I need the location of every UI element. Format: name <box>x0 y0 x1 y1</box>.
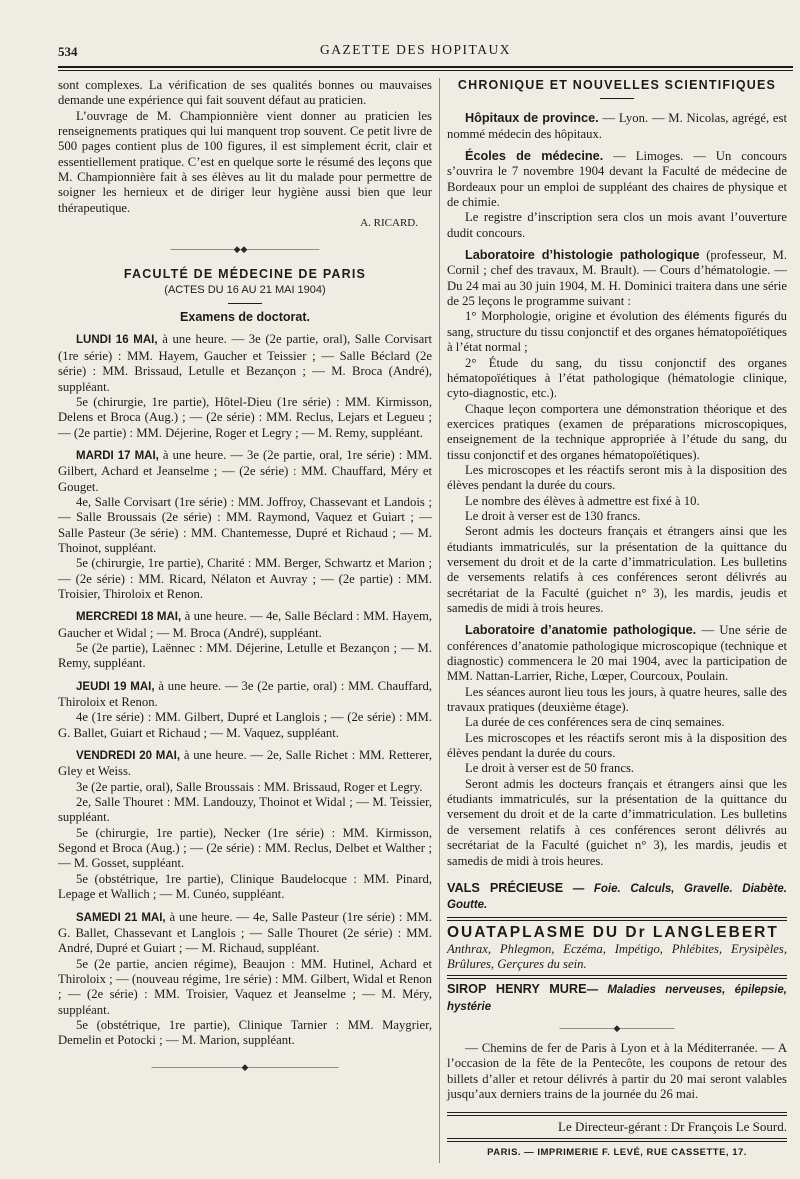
anatomie-item-2: Les séances auront lieu tous les jours, à quatre heures, salle des travaux pratiques (deuxième étage). <box>447 684 787 715</box>
lundi-entry-2: 5e (chirurgie, 1re partie), Hôtel-Dieu (1re série) : MM. Kirmisson, Delens et Broca (Aug.) ; — (2e série) : MM. Reclus, Lejars et Legueu ; — (2e partie) : MM. Déjerine, Roger et Legry ; — M. Remy, suppléant. <box>58 394 432 440</box>
section-rule <box>600 98 634 99</box>
anatomie-item-3: La durée de ces conférences sera de cinq semaines. <box>465 715 725 730</box>
directeur-gerant: Le Directeur-gérant : Dr François Le Sourd. <box>558 1119 787 1135</box>
faculty-title: FACULTÉ DE MÉDECINE DE PARIS <box>123 267 367 282</box>
item-heading: Écoles de médecine. <box>465 149 604 164</box>
day-label: MERCREDI 18 MAI, <box>76 611 182 624</box>
ornament-divider: ——————————◆—————————— <box>151 1061 339 1072</box>
item-heading: Laboratoire d’histologie pathologique <box>465 248 700 263</box>
ad-sirop: SIROP HENRY MURE— Maladies nerveuses, épilepsie, hystérie <box>447 982 788 1013</box>
ornament-divider: ——————◆—————— <box>559 1022 675 1033</box>
ecoles-item: Écoles de médecine. — Limoges. — Un concours s’ouvrira le 7 novembre 1904 devant la Faculté de médecine de Bordeaux pour un emploi de suppléant des chaires de physique et de chimie. <box>447 149 787 210</box>
lundi-entry: LUNDI 16 MAI, à une heure. — 3e (2e partie, oral), Salle Corvisart (1re série) : MM. Hayem, Gaucher et Teissier ; — Salle Béclard (2e série) : MM. Brissaud, Letulle et Bezançon ; — M. Broca (André), suppléant. <box>58 332 433 394</box>
anatomie-item-6: Seront admis les docteurs français et étrangers ainsi que les étudiants immatriculés, sur la présentation de la quittance du versement du droit et de la carte d’immatriculation. Les bulletins de versement relatifs à ces conférences seront délivrés au secrétariat de la Faculté (guichet n° 3), les mardis, jeudis et samedis de midi à trois heures. <box>447 776 787 868</box>
histologie-item-3: 2° Étude du sang, du tissu conjonctif des organes hématopoïétiques à l’état pathologique (hématologie clinique, cyto-diagnostic, etc.). <box>447 355 787 401</box>
page-number: 534 <box>58 44 78 59</box>
faculty-subtitle: (ACTES DU 16 AU 21 MAI 1904) <box>164 283 326 296</box>
item-heading: Hôpitaux de province. <box>465 111 599 126</box>
header-rule-thick <box>58 66 793 68</box>
mercredi-entry: MERCREDI 18 MAI, à une heure. — 4e, Salle Béclard : MM. Hayem, Gaucher et Widal ; — M. Broca (André), suppléant. <box>58 609 432 640</box>
ad-rule <box>447 975 787 979</box>
day-label: MARDI 17 MAI, <box>76 449 159 462</box>
day-label: LUNDI 16 MAI, <box>76 334 158 347</box>
samedi-entry-3: 5e (obstétrique, 1re partie), Clinique Tarnier : MM. Maygrier, Demelin et Potocki ; — M. Marion, suppléant. <box>58 1017 432 1048</box>
journal-title: GAZETTE DES HOPITAUX <box>320 42 511 57</box>
header-rule-thin <box>58 70 793 71</box>
vendredi-entry-3: 2e, Salle Thouret : MM. Landouzy, Thoinot et Widal ; — M. Teissier, suppléant. <box>58 795 432 825</box>
exams-title: Examens de doctorat. <box>180 310 310 325</box>
footer-rule <box>447 1112 787 1116</box>
intro-paragraph-2: L’ouvrage de M. Championnière vient donner au praticien les renseignements pratiques qui lui manquent trop souvent. Ce petit livre de 500 pages contient plus de 100 figures, il est simplement écrit, clair et essentiellement pratique. C’est en quelque sorte le résumé des leçons que M. Championnière fait à ses élèves au lit du malade pour permettre de soigner les hernieux et de diriger leur hygiène aussi bien que leur thérapeutique. <box>58 108 432 215</box>
ad-ouataplasme: OUATAPLASME DU Dr LANGLEBERT <box>447 923 779 941</box>
right-column <box>447 78 787 1160</box>
intro-paragraph: sont complexes. La vérification de ses qualités bonnes ou mauvaises demande une expérience qui fait souvent défaut au praticien. <box>58 78 432 108</box>
ad-rule <box>447 917 787 921</box>
article-signature: A. RICARD. <box>360 217 418 230</box>
mardi-entry: MARDI 17 MAI, à une heure. — 3e (2e partie, oral, 1re série) : MM. Gilbert, Achard et Jeanselme ; — (2e série) : MM. Chauffard, Méry et Gouget. <box>58 447 432 494</box>
ad-vals: VALS PRÉCIEUSE — Foie. Calculs, Gravelle. Diabète. Goutte. <box>447 880 787 912</box>
day-label: SAMEDI 21 MAI, <box>76 911 166 924</box>
histologie-item: Laboratoire d’histologie pathologique (professeur, M. Cornil ; chef des travaux, M. Brault). — Cours d’hématologie. — Du 24 mai au 30 juin 1904, M. H. Dominici traitera dans une série de 25 leçons le programme suivant : <box>447 248 788 309</box>
jeudi-entry: JEUDI 19 MAI, à une heure. — 3e (2e partie, oral) : MM. Chauffard, Thiroloix et Renon. <box>58 678 433 710</box>
ornament-divider: ———————◆◆———————— <box>170 244 320 255</box>
ad-ouataplasme-text: Anthrax, Phlegmon, Eczéma, Impétigo, Phlébites, Erysipèles, Brûlures, Gerçures du sein. <box>447 941 787 971</box>
chronique-title: CHRONIQUE ET NOUVELLES SCIENTIFIQUES <box>457 78 777 92</box>
ad-title: SIROP HENRY MURE <box>447 982 587 997</box>
ad-title: VALS PRÉCIEUSE <box>447 880 564 895</box>
vendredi-entry-5: 5e (obstétrique, 1re partie), Clinique Baudelocque : MM. Pinard, Lepage et Wallich ; — M. Cunéo, suppléant. <box>58 871 432 902</box>
day-label: JEUDI 19 MAI, <box>76 680 155 693</box>
histologie-item-4: Chaque leçon comportera une démonstration théorique et des exercices pratiques (examen de préparations microscopiques, enseignement de la technique appropriée à l’étude du sang, du tissu conjonctif et des organes hématopoïétiques). <box>447 401 787 462</box>
mardi-entry-3: 5e (chirurgie, 1re partie), Charité : MM. Berger, Schwartz et Marion ; — (2e série) : MM. Ricard, Nélaton et Auvray ; — (2e partie) : MM. Troisier, Thiroloix et Renon. <box>58 556 432 601</box>
page-header <box>58 38 773 60</box>
jeudi-entry-2: 4e (1re série) : MM. Gilbert, Dupré et Langlois ; — (2e série) : MM. G. Ballet, Guiart et Richaud ; — M. Vaquez, suppléant. <box>58 710 432 740</box>
column-separator <box>439 78 440 1163</box>
histologie-item-5: Les microscopes et les réactifs seront mis à la disposition des élèves pendant la durée du cours. <box>447 462 787 493</box>
left-column <box>58 78 432 1073</box>
section-rule <box>228 303 262 304</box>
samedi-entry: SAMEDI 21 MAI, à une heure. — 4e, Salle Pasteur (1re série) : MM. G. Ballet, Chassevant et Langlois ; — Salle Thouret (2e série) : MM. André, Dupré et Guiart ; — M. Richaud, suppléant. <box>58 909 433 956</box>
imprint-line: PARIS. — IMPRIMERIE F. LEVÉ, RUE CASSETTE, 17. <box>487 1146 747 1158</box>
mardi-entry-2: 4e, Salle Corvisart (1re série) : MM. Joffroy, Chassevant et Landois ; — Salle Broussais (2e série) : MM. Raymond, Vaquez et Guiart ; — Salle Pasteur (3e série) : MM. Chantemesse, Dupré et Richaud ; — M. Thoinot, suppléant. <box>58 494 432 555</box>
ecoles-item-2: Le registre d’inscription sera clos un mois avant l’ouverture dudit concours. <box>447 210 787 240</box>
chemins-de-fer-item: — Chemins de fer de Paris à Lyon et à la Méditerranée. — A l’occasion de la fête de la Pentecôte, les coupons de retour des billets d’aller et retour délivrés à partir du 20 mai seront valables jusqu’aux derniers trains de la journée du 26 mai. <box>447 1040 787 1101</box>
vendredi-entry: VENDREDI 20 MAI, à une heure. — 2e, Salle Richet : MM. Retterer, Gley et Weiss. <box>58 748 432 779</box>
vendredi-entry-4: 5e (chirurgie, 1re partie), Necker (1re série) : MM. Kirmisson, Segond et Broca (Aug.) ; — (2e série) : MM. Reclus, Delbet et Walther ; — M. Gosset, suppléant. <box>58 825 432 871</box>
histologie-item-6: Le nombre des élèves à admettre est fixé à 10. <box>465 493 700 508</box>
samedi-entry-2: 5e (2e partie, ancien régime), Beaujon : MM. Hutinel, Achard et Thiroloix ; — (nouveau régime, 1re série) : MM. Gilbert, Widal et Renon ; — (2e série) : MM. Troisier, Vaquez et Jeanselme ; — M. Méry, suppléant. <box>58 956 432 1017</box>
footer-rule <box>447 1138 787 1142</box>
anatomie-item: Laboratoire d’anatomie pathologique. — Une série de conférences d’anatomie pathologique microscopique (technique et diagnostic) commencera le 20 mai 1904, avec la participation de MM. Nattan-Larrier, Riche, Lœper, Courcoux, Poulain. <box>447 623 787 684</box>
histologie-item-7: Le droit à verser est de 130 francs. <box>465 508 641 523</box>
anatomie-item-4: Les microscopes et les réactifs seront mis à la disposition des élèves pendant la durée du cours. <box>447 730 787 761</box>
item-heading: Laboratoire d’anatomie pathologique. <box>465 623 697 638</box>
day-label: VENDREDI 20 MAI, <box>76 750 181 763</box>
vendredi-entry-2: 3e (2e partie, oral), Salle Broussais : MM. Brissaud, Roger et Legry. <box>76 779 423 794</box>
histologie-item-8: Seront admis les docteurs français et étrangers ainsi que les étudiants immatriculés, sur la présentation de la quittance du versement du droit et de la carte d’immatriculation. Les bulletins de versements relatifs à ces conférences seront délivrés au secrétariat de la Faculté (guichet n° 3), les mardis, jeudis et samedis de midi à trois heures. <box>447 524 787 615</box>
hopitaux-item: Hôpitaux de province. — Lyon. — M. Nicolas, agrégé, est nommé médecin des hôpitaux. <box>447 111 787 141</box>
histologie-item-2: 1° Morphologie, origine et évolution des éléments figurés du sang, structure du tissu conjonctif et des organes hématopoïétiques à l’état normal ; <box>447 309 787 355</box>
mercredi-entry-2: 5e (2e partie), Laënnec : MM. Déjerine, Letulle et Bezançon ; — M. Remy, suppléant. <box>58 641 432 671</box>
anatomie-item-5: Le droit à verser est de 50 francs. <box>465 761 635 776</box>
